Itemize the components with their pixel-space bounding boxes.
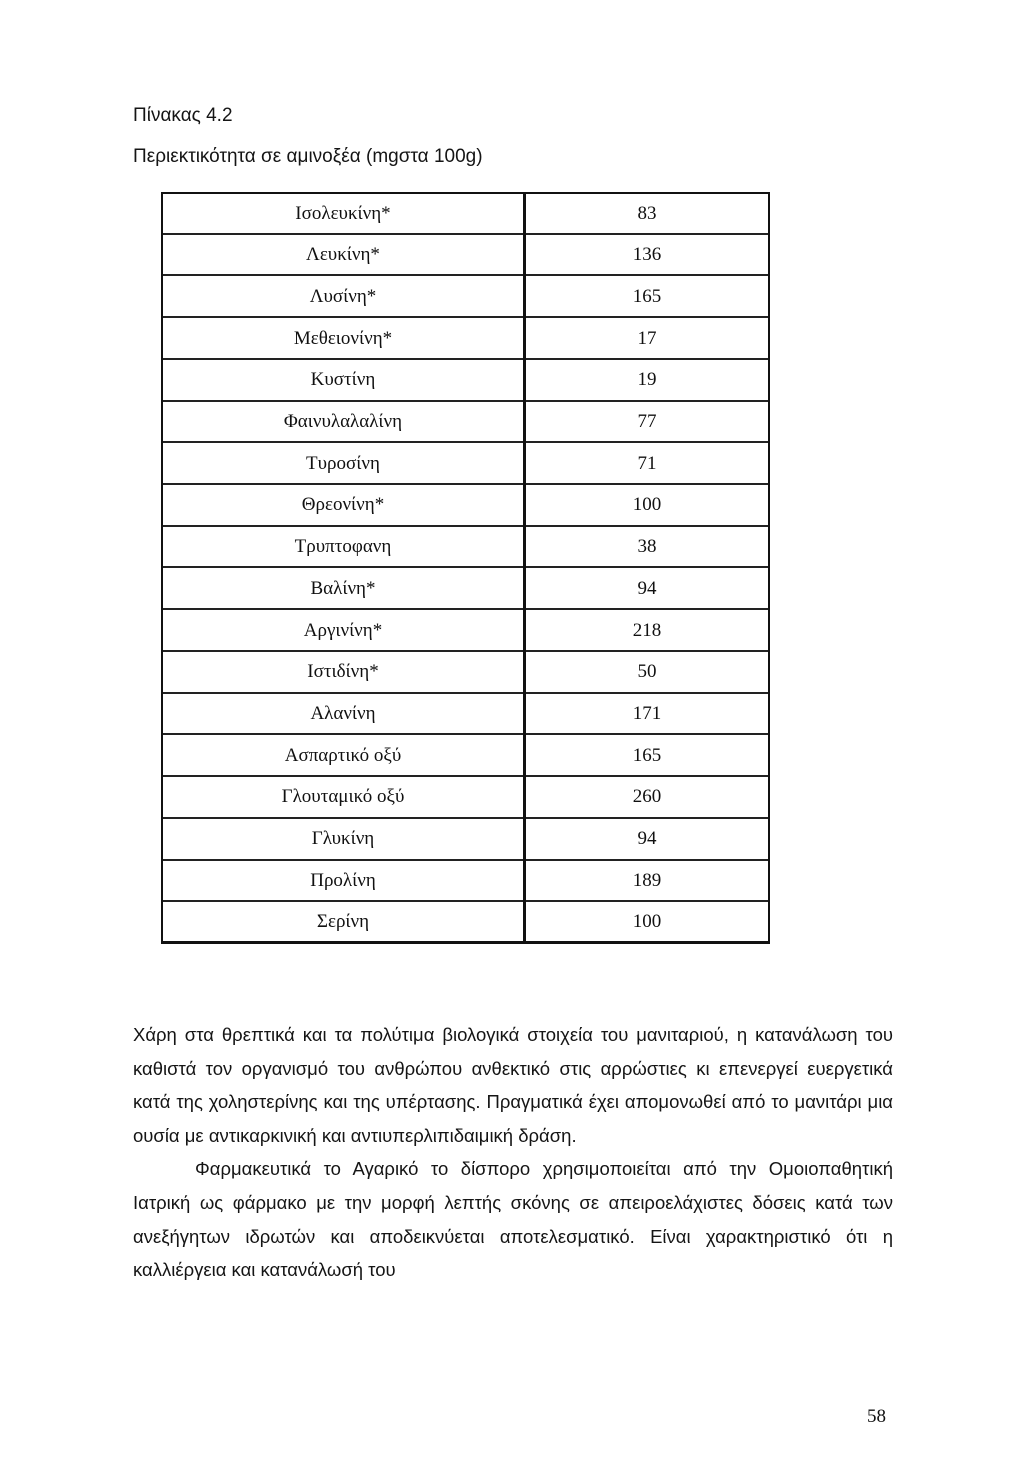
amino-acid-table-body (163, 194, 768, 941)
table-row (163, 567, 768, 609)
table-label: Πίνακας 4.2 (133, 105, 233, 126)
amino-acid-value: 100 (525, 484, 769, 526)
body-text (133, 1018, 893, 1287)
table-row (163, 693, 768, 735)
amino-acid-value: 17 (525, 317, 769, 359)
amino-acid-name: Ασπαρτικό οξύ (163, 734, 525, 776)
table-row (163, 651, 768, 693)
table-row (163, 234, 768, 276)
amino-acid-value: 165 (525, 734, 769, 776)
amino-acid-value: 100 (632, 911, 662, 933)
amino-acid-name: Γλουταμικό οξύ (163, 776, 525, 818)
table-row (163, 860, 768, 902)
amino-acid-value: 71 (525, 442, 769, 484)
amino-acid-name: Ιστιδίνη* (163, 651, 525, 693)
amino-acid-table-frame (161, 192, 770, 944)
table-row (163, 317, 768, 359)
amino-acid-name: Προλίνη (163, 860, 525, 902)
amino-acid-value: 218 (525, 609, 769, 651)
amino-acid-value: 19 (525, 359, 769, 401)
table-row (163, 401, 768, 443)
amino-acid-name: Μεθειονίνη* (163, 317, 525, 359)
amino-acid-value: 50 (525, 651, 769, 693)
amino-acid-name: Λευκίνη* (163, 234, 525, 276)
paragraph-benefits: Χάρη στα θρεπτικά και τα πολύτιμα βιολογικά στοιχεία του μανιταριού, η κατανάλωση του καθιστά τον οργανισμό του ανθρώπου ανθεκτικό στις αρρώστιες κι επενεργεί ευεργετικά κατά της χοληστερίνης και της υπέρτασης. Πραγματικά έχει απομονωθεί από το μανιτάρι μια ουσία με αντικαρκινική και αντιυπερλιπιδαιμική δράση. (133, 1024, 893, 1146)
paragraph-pharmaceutical: Φαρμακευτικά το Αγαρικό το δίσπορο χρησιμοποιείται από την Ομοιοπαθητική Ιατρική ως φάρμακο με την μορφή λεπτής σκόνης σε απειροελάχιστες δόσεις κατά των ανεξήγητων ιδρωτών και αποδεικνύεται αποτελεσματικό. Είναι χαρακτηριστικό ότι η καλλιέργεια και κατανάλωσή του (133, 1158, 893, 1281)
amino-acid-value: 171 (525, 693, 769, 735)
table-row (163, 442, 768, 484)
table-title: Περιεκτικότητα σε αμινοξέα (mgστα 100g) (133, 146, 483, 167)
amino-acid-value: 189 (525, 860, 769, 902)
amino-acid-name: Σερίνη (163, 901, 525, 941)
table-row (163, 359, 768, 401)
amino-acid-name: Τυροσίνη (163, 442, 525, 484)
table-row (163, 275, 768, 317)
amino-acid-value: 260 (525, 776, 769, 818)
amino-acid-name: Κυστίνη (163, 359, 525, 401)
page-number: 58 (867, 1406, 886, 1427)
table-row (163, 818, 768, 860)
table-row (163, 484, 768, 526)
amino-acid-name: Ισολευκίνη* (163, 194, 525, 234)
amino-acid-value: 77 (525, 401, 769, 443)
amino-acid-value: 165 (525, 275, 769, 317)
table-row (163, 194, 768, 234)
amino-acid-name: Θρεονίνη* (163, 484, 525, 526)
amino-acid-value: 38 (525, 526, 769, 568)
amino-acid-value: 83 (525, 194, 769, 234)
amino-acid-name: Λυσίνη* (163, 275, 525, 317)
table-row (163, 526, 768, 568)
amino-acid-name: Γλυκίνη (163, 818, 525, 860)
amino-acid-value: 94 (525, 818, 769, 860)
table-row (163, 609, 768, 651)
amino-acid-name: Τρυπτοφανη (163, 526, 525, 568)
amino-acid-name: Αλανίνη (163, 693, 525, 735)
table-row (163, 734, 768, 776)
amino-acid-name: Φαινυλαλαλίνη (163, 401, 525, 443)
table-row (163, 901, 768, 941)
amino-acid-name: Βαλίνη* (163, 567, 525, 609)
amino-acid-value: 136 (525, 234, 769, 276)
amino-acid-name: Αργινίνη* (163, 609, 525, 651)
amino-acid-table (163, 194, 768, 941)
table-row (163, 776, 768, 818)
amino-acid-value: 94 (525, 567, 769, 609)
